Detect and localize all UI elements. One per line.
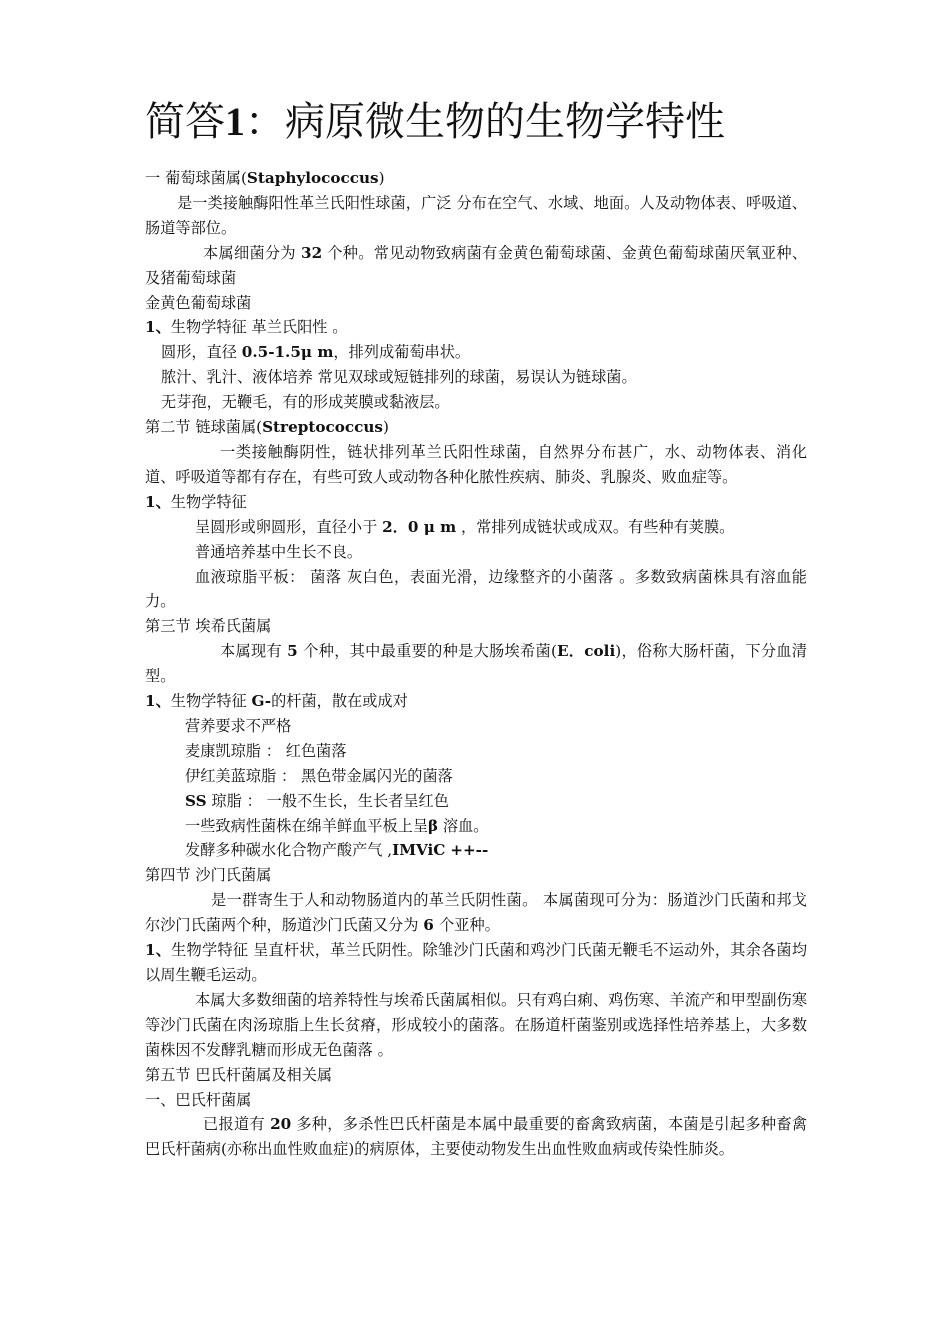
paragraph-18: 营养要求不严格 [185, 716, 292, 735]
paragraph-6: 圆形，直径 0.5-1.5μ m，排列成葡萄串状。 [161, 343, 471, 362]
paragraph-27: 本属大多数细菌的培养特性与埃希氏菌属相似。只有鸡白痢、鸡伤寒、羊流产和甲型副伤寒等沙门氏菌在肉汤琼脂上生长贫瘠，形成较小的菌落。在肠道杆菌鉴别或选择性培养基上，大多数菌株因不发酵乳糖而形成无色菌落 。 [145, 990, 807, 1059]
title-rest: ：病原微生物的生物学特性 [245, 99, 725, 145]
paragraph-14: 血液琼脂平板： 菌落 灰白色，表面光滑，边缘整齐的小菌落 。多数致病菌株具有溶血能力。 [145, 567, 807, 611]
subheading-11: 1、生物学特征 [145, 492, 247, 511]
title-prefix: 简答 [145, 99, 225, 145]
section-heading-15: 第三节 埃希氏菌属 [145, 617, 272, 636]
paragraph-21: SS 琼脂 ： 一般不生长，生长者呈红色 [185, 791, 449, 810]
paragraph-16: 本属现有 5 个种，其中最重要的种是大肠埃希菌(E．coli)，俗称大肠杆菌，下分血清型。 [145, 642, 807, 686]
paragraph-12: 呈圆形或卵圆形，直径小于 2．0 μ m ，常排列成链状或成双。有些种有荚膜。 [195, 517, 735, 536]
section-heading-1: 一 葡萄球菌属(Staphylococcus) [145, 169, 385, 187]
paragraph-2: 是一类接触酶阳性革兰氏阳性球菌，广泛 分布在空气、水域、地面。人及动物体表、呼吸道、肠道等部位。 [145, 193, 807, 237]
page-title [145, 96, 725, 148]
document-body [145, 166, 807, 1162]
paragraph-19: 麦康凯琼脂 ： 红色菌落 [185, 741, 347, 760]
paragraph-20: 伊红美蓝琼脂 ： 黑色带金属闪光的菌落 [185, 766, 453, 785]
paragraph-25: 是一群寄生于人和动物肠道内的革兰氏阴性菌。 本属菌现可分为：肠道沙门氏菌和邦戈尔沙门氏菌两个种，肠道沙门氏菌又分为 6 个亚种。 [145, 891, 807, 935]
paragraph-30: 已报道有 20 多种，多杀性巴氏杆菌是本属中最重要的畜禽致病菌，本菌是引起多种畜禽巴氏杆菌病(亦称出血性败血症)的病原体，主要使动物发生出血性败血病或传染性肺炎。 [145, 1115, 808, 1159]
title-number: 1 [225, 99, 245, 144]
paragraph-3: 本属细菌分为 32 个种。常见动物致病菌有金黄色葡萄球菌、金黄色葡萄球菌厌氧亚种、及猪葡萄球菌 [145, 243, 808, 287]
section-heading-24: 第四节 沙门氏菌属 [145, 866, 272, 885]
subheading-17: 1、生物学特征 G-的杆菌，散在或成对 [145, 692, 408, 711]
paragraph-23: 发酵多种碳水化合物产酸产气 ,IMViC ++-- [185, 841, 489, 860]
paragraph-7: 脓汁、乳汁、液体培养 常见双球或短链排列的球菌，易误认为链球菌。 [161, 368, 637, 387]
section-heading-28: 第五节 巴氏杆菌属及相关属 [145, 1065, 333, 1084]
paragraph-10: 一类接触酶阴性，链状排列革兰氏阳性球菌，自然界分布甚广，水、动物体表、消化道、呼吸道等都有存在，有些可致人或动物各种化脓性疾病、肺炎、乳腺炎、败血症等。 [145, 442, 807, 486]
subheading-26: 1、生物学特征 呈直杆状，革兰氏阴性。除雏沙门氏菌和鸡沙门氏菌无鞭毛不运动外，其余各菌均以周生鞭毛运动。 [145, 941, 808, 984]
subheading-4: 金黄色葡萄球菌 [145, 293, 252, 312]
paragraph-22: 一些致病性菌株在绵羊鲜血平板上呈β 溶血。 [185, 816, 489, 835]
paragraph-8: 无芽孢，无鞭毛，有的形成荚膜或黏液层。 [161, 393, 450, 412]
paragraph-13: 普通培养基中生长不良。 [195, 542, 363, 561]
subheading-29: 一、巴氏杆菌属 [145, 1090, 252, 1109]
subheading-5: 1、生物学特征 革兰氏阳性 。 [145, 318, 348, 337]
section-heading-9: 第二节 链球菌属(Streptococcus) [145, 418, 389, 437]
